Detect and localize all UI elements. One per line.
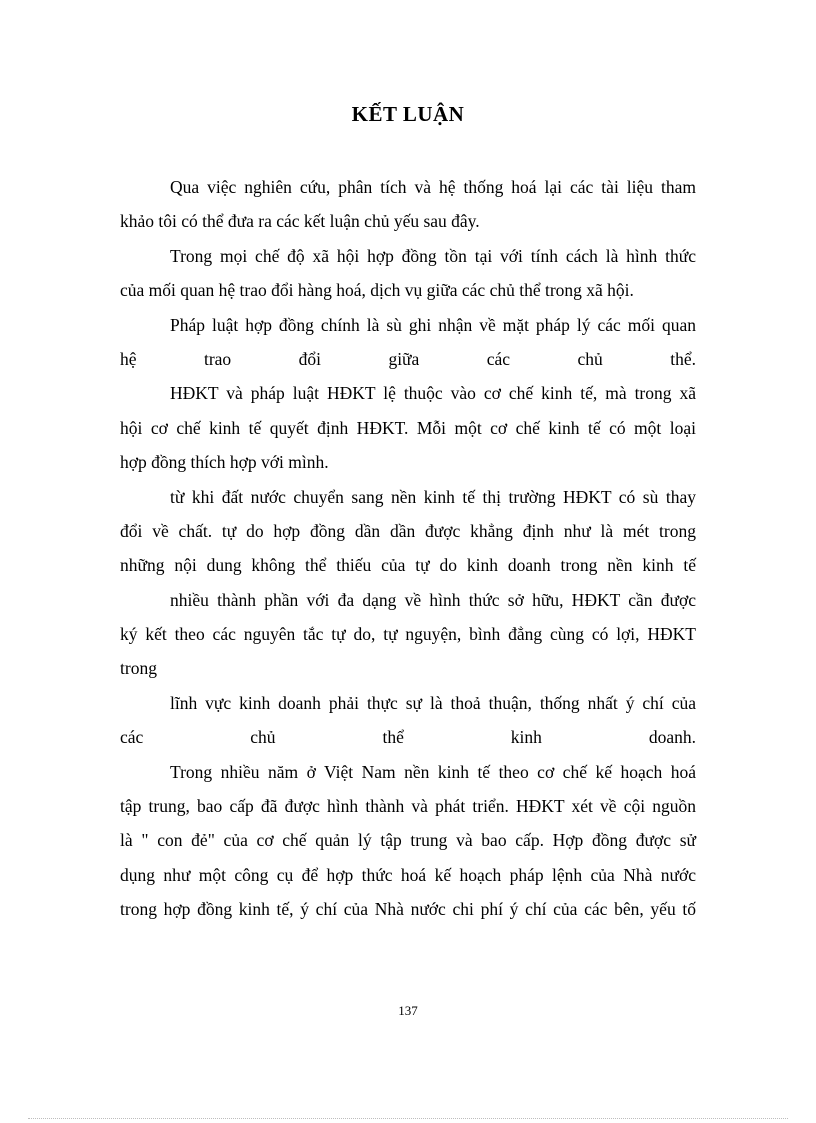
page-bottom-divider [28,1118,788,1119]
text-line: hợp đồng thích hợp với mình. [120,452,329,473]
text-line: trong hợp đồng kinh tế, ý chí của Nhà nước chi phí ý chí của các bên, yếu tố [120,899,696,920]
text-line: của mối quan hệ trao đổi hàng hoá, dịch vụ giữa các chủ thể trong xã hội. [120,280,634,301]
text-line: dụng như một công cụ để hợp thức hoá kế hoạch pháp lệnh của Nhà nước [120,864,696,885]
text-line: là " con đẻ" của cơ chế quản lý tập trung và bao cấp. Hợp đồng được sử [120,830,696,851]
text-line: các chủ thể kinh doanh. [120,727,696,748]
text-line: ký kết theo các nguyên tắc tự do, tự nguyện, bình đẳng cùng có lợi, HĐKT [120,624,696,645]
text-line: HĐKT và pháp luật HĐKT lệ thuộc vào cơ chế kinh tế, mà trong xã [170,383,696,404]
text-line: nhiều thành phần với đa dạng về hình thức sở hữu, HĐKT cần được [170,589,696,610]
text-line: Qua việc nghiên cứu, phân tích và hệ thống hoá lại các tài liệu tham [170,177,696,197]
text-line: từ khi đất nước chuyển sang nền kinh tế thị trường HĐKT có sù thay [170,486,696,507]
text-line: hội cơ chế kinh tế quyết định HĐKT. Mỗi một cơ chế kinh tế có một loại [120,417,696,438]
text-line: khảo tôi có thể đưa ra các kết luận chủ yếu sau đây. [120,211,480,232]
text-line: Pháp luật hợp đồng chính là sù ghi nhận về mặt pháp lý các mối quan [170,314,696,335]
text-line: những nội dung không thể thiếu của tự do kinh doanh trong nền kinh tế [120,555,696,576]
text-line: Trong mọi chế độ xã hội hợp đồng tồn tại với tính cách là hình thức [170,245,696,266]
page-title: KẾT LUẬN [351,102,465,126]
text-line: trong [120,658,157,679]
text-line: Trong nhiều năm ở Việt Nam nền kinh tế theo cơ chế kế hoạch hoá [170,761,696,782]
body-text [120,170,696,927]
page-number: 137 [398,1003,418,1018]
text-line: lĩnh vực kinh doanh phải thực sự là thoả thuận, thống nhất ý chí của [170,692,696,713]
text-line: đổi về chất. tự do hợp đồng dần dần được khẳng định như là mét trong [120,520,696,541]
text-line: tập trung, bao cấp đã được hình thành và phát triển. HĐKT xét về cội nguồn [120,796,696,817]
text-line: hệ trao đổi giữa các chủ thể. [120,348,696,369]
